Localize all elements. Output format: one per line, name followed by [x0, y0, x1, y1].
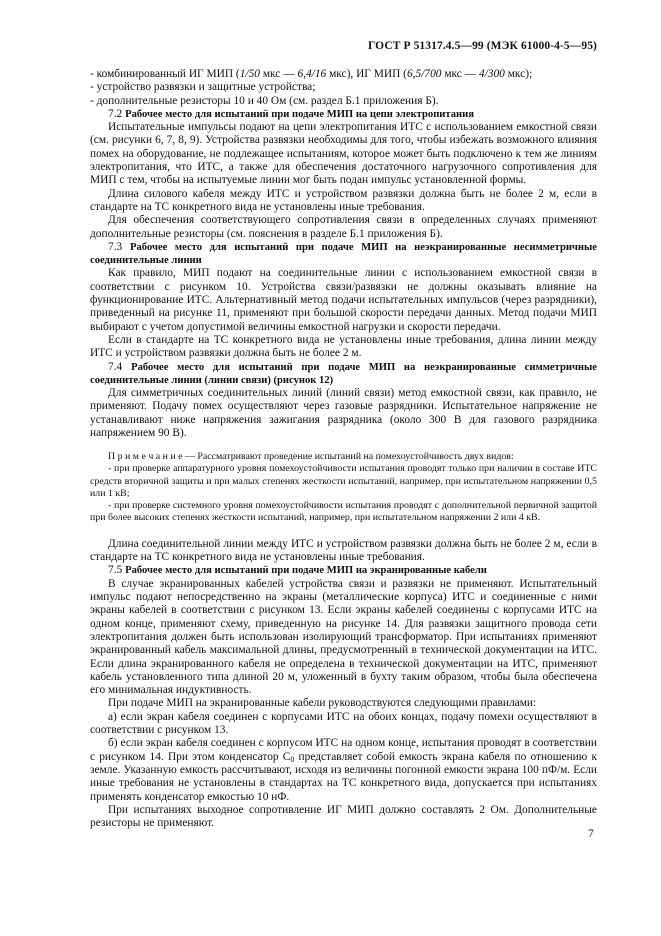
- section-heading-7-5: 7.5 Рабочее место для испытаний при подаче МИП на экранированные кабели: [108, 564, 487, 577]
- paragraph: Если в стандарте на ТС конкретного вида не установлены иные требования, длина линии между ИТС и устройством развязки должна быть не более 2 м.: [90, 333, 597, 360]
- paragraph: При подаче МИП на экранированные кабели руководствуются следующими правилами:: [108, 697, 537, 710]
- spacer: [90, 524, 597, 538]
- section-heading-7-3: 7.3 Рабочее место для испытаний при подаче МИП на неэкранированные несимметричные соединительные линии: [90, 240, 597, 267]
- spacer: [90, 440, 597, 451]
- document-header: ГОСТ Р 51317.4.5—99 (МЭК 61000-4-5—95): [368, 40, 597, 52]
- paragraph: При испытаниях выходное сопротивление ИГ МИП должно составлять 2 Ом. Дополнительные резисторы не применяют.: [90, 803, 597, 830]
- paragraph: Испытательные импульсы подают на цепи электропитания ИТС с использованием емкостной связи (см. рисунки 6, 7, 8, 9). Устройства развязки необходимы для того, чтобы избежать возможного влияния помех на оборудование, не подлежащее испытаниям, которое может быть подключено к тем же линиям электропитания, что ИТС, а также для обеспечения достаточного нагрузочного сопротивления для МИП с тем, чтобы на испытуемые линии мог быть подан импульс установленной формы.: [90, 121, 597, 187]
- paragraph: Длина соединительной линии между ИТС и устройством развязки должна быть не более 2 м, если в стандарте на ТС конкретного вида не установлены иные требования.: [90, 537, 597, 564]
- document-body: [90, 68, 597, 830]
- section-heading-7-4: 7.4 Рабочее место для испытаний при подаче МИП на неэкранированные симметричные соединительные линии (линии связи) (рисунок 12): [90, 360, 597, 386]
- paragraph: Как правило, МИП подают на соединительные линии с использованием емкостной связи в соответствии с рисунком 10. Устройства связи/развязки не должны оказывать влияние на функционирование ИТС. Альтернативный метод подачи испытательных импульсов (через разрядники), приведенный на рисунке 11, применяют при большой скорости передачи данных. Метод подачи МИП выбирают с учетом допустимой величины емкостной нагрузки и скорости передачи.: [90, 267, 597, 333]
- section-heading-7-2: 7.2 Рабочее место для испытаний при подаче МИП на цепи электропитания: [108, 107, 474, 120]
- page-number: 7: [588, 828, 594, 840]
- list-item-resistors: - дополнительные резисторы 10 и 40 Ом (см. раздел Б.1 приложения Б).: [90, 94, 439, 107]
- list-item-generators: - комбинированный ИГ МИП (1/50 мкс — 6,4/16 мкс), ИГ МИП (6,5/700 мкс — 4/300 мкс);: [90, 68, 533, 80]
- paragraph: Для обеспечения соответствующего сопротивления связи в определенных случаях применяют дополнительные резисторы (см. пояснения в разделе Б.1 приложения Б).: [90, 214, 597, 240]
- paragraph: Длина силового кабеля между ИТС и устройством развязки должна быть не более 2 м, если в стандарте на ТС конкретного вида не установлены иные требования.: [90, 187, 597, 213]
- paragraph: а) если экран кабеля соединен с корпусами ИТС на обоих концах, подачу помехи осуществляют в соответствии с рисунком 13.: [90, 710, 597, 737]
- paragraph: В случае экранированных кабелей устройства связи и развязки не применяют. Испытательный импульс подают непосредственно на экраны (металлические корпуса) ИТС и соединенные с ними экраны кабелей в соответствии с рисунком 13. Если экраны кабелей соединены с корпусами ИТС на одном конце, применяют схему, приведенную на рисунке 14. Для развязки защитного провода сети электропитания должен быть использован изолирующий трансформатор. При испытаниях применяют экранированный кабель максимальной длины, предусмотренный в технической документации на ИТС. Если длина экранированного кабеля не определена в технической документации на ИТС, применяют кабель установленного типа длиной 20 м, уложенный в бухту таким образом, чтобы была обеспечена его минимальная индуктивность.: [90, 577, 597, 697]
- note-item: - при проверке аппаратурного уровня помехоустойчивости испытания проводят только при наличии в составе ИТС средств вторичной защиты и при малых степенях жесткости испытаний, например, при испытательном напряжении 0,5 или 1 кВ;: [90, 463, 597, 499]
- note-lead: П р и м е ч а н и е — Рассматривают проведение испытаний на помехоустойчивость двух видов:: [108, 451, 514, 463]
- paragraph: б) если экран кабеля соединен с корпусом ИТС на одном конце, испытания проводят в соответствии с рисунком 14. При этом конденсатор $С_0$ представляет собой емкость экрана кабеля по отношению к земле. Указанную емкость рассчитывают, исходя из величины погонной емкости экрана 100 пФ/м. Если иные требования не установлены в стандартах на ТС конкретного вида, допускается при испытаниях применять конденсатор емкостью 10 нФ.: [90, 737, 597, 803]
- list-item-decoupling: - устройство развязки и защитные устройства;: [90, 81, 316, 94]
- paragraph: Для симметричных соединительных линий (линий связи) метод емкостной связи, как правило, не применяют. Подачу помех осуществляют через газовые разрядники. Испытательное напряжение не устанавливают ниже напряжения зажигания разрядника (около 300 В для газового разрядника напряжением 90 В).: [90, 387, 597, 440]
- note-item: - при проверке системного уровня помехоустойчивости испытания проводят с дополнительной первичной защитой при более высоких степенях жесткости испытаний, например, при испытательном напряжении 2 или 4 кВ.: [90, 499, 597, 523]
